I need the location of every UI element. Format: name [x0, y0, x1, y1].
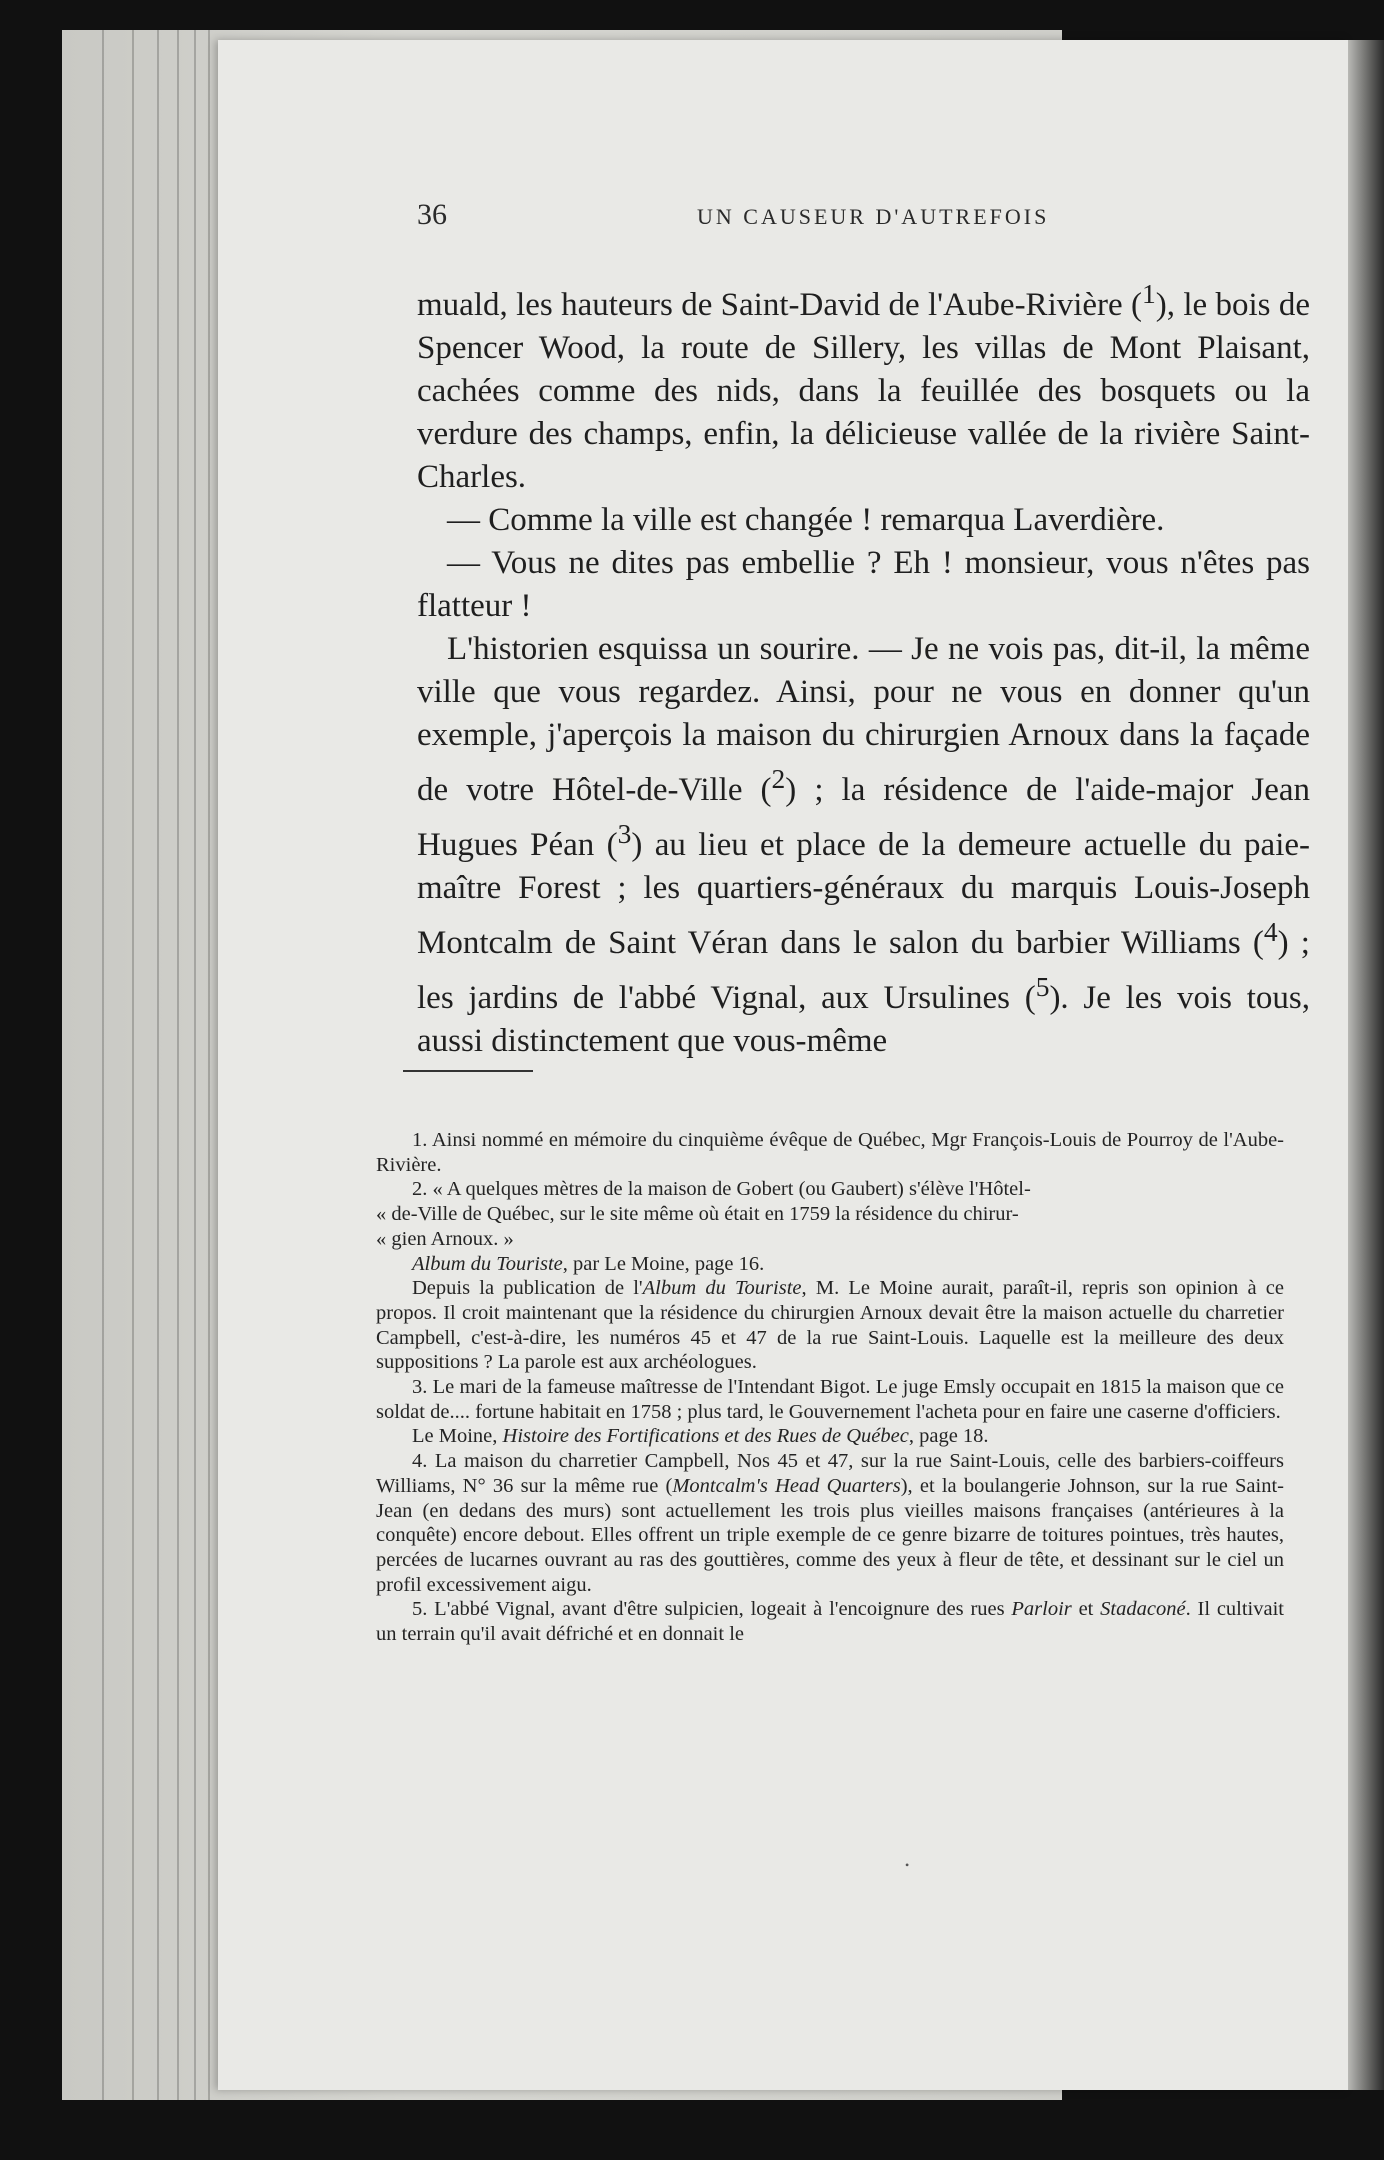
paragraph: — Vous ne dites pas embellie ? Eh ! monsieur, vous n'êtes pas flatteur ! — [417, 545, 1310, 624]
text-run: ), et la boulangerie Johnson, sur la rue Saint-Jean (en dedans des murs) sont actuellement les trois plus vieilles maisons françaises (antérieures à la conquête) encore debout. Elles offrent un triple exemple de ce genre bizarre de toitures pointues, très hautes, percées de lucarnes ouvrant au ras des gouttières, comme des yeux à fleur de tête, et dessinant sur le ciel un profil excessivement aigu. — [376, 1474, 1284, 1596]
page-edge-line — [177, 30, 179, 2100]
footnote-ref: 2 — [771, 763, 786, 794]
footnote-3: 3. Le mari de la fameuse maîtresse de l'Intendant Bigot. Le juge Emsly occupait en 1815 la maison que ce soldat de.... fortune habitait en 1758 ; plus tard, le Gouvernement l'acheta pour en faire une caserne d'officiers. — [376, 1376, 1284, 1423]
footnote-ref: 5 — [1035, 971, 1050, 1002]
footnote-1: 1. Ainsi nommé en mémoire du cinquième évêque de Québec, Mgr François-Louis de Pourroy de l'Aube-Rivière. — [376, 1129, 1284, 1176]
page-edge-line — [157, 30, 159, 2100]
text-run: muald, les hauteurs de Saint-David de l'Aube-Rivière ( — [417, 287, 1143, 323]
paragraph: — Comme la ville est changée ! remarqua Laverdière. — [447, 502, 1165, 538]
running-head — [417, 198, 1300, 238]
page-edge-line — [132, 30, 134, 2100]
book-title: Album du Touriste — [412, 1252, 563, 1275]
text-run: L'historien esquissa un sourire. — Je ne vois pas, dit-il, la même ville que vous regardez. Ainsi, pour ne vous en donner qu'un exemple, j'aperçois la maison du chirurgien Arnoux dans la façade de votre Hôtel-de-Ville ( — [417, 631, 1310, 808]
street-name: Stadaconé — [1100, 1598, 1186, 1621]
book-title: Histoire des Fortifications et des Rues de Québec — [502, 1425, 909, 1448]
text-run: Le Moine, — [412, 1425, 503, 1448]
footnotes — [376, 1128, 1284, 1647]
footnote-2-source — [376, 1252, 1284, 1277]
text-run: 5. L'abbé Vignal, avant d'être sulpicien, logeait à l'encoignure des rues — [412, 1598, 1012, 1621]
book-title: Montcalm's Head Quarters — [672, 1474, 901, 1497]
page-number: 36 — [417, 198, 447, 231]
book-title: Album du Touriste — [642, 1277, 802, 1300]
footnote-ref: 3 — [617, 818, 632, 849]
street-name: Parloir — [1011, 1598, 1072, 1621]
text-run: 4. La maison du charretier Campbell, Nos 45 et 47, sur la rue Saint-Louis, celle des barbiers-coiffeurs Williams, N° 36 sur la même rue ( — [376, 1450, 1284, 1497]
footnote-ref: 1 — [1142, 278, 1156, 309]
text-run: . Il cultivait un terrain qu'il avait défriché et en donnait le — [376, 1598, 1284, 1646]
text-run: ), le bois de Spencer Wood, la route de Sillery, les villas de Mont Plaisant, cachées comme des nids, dans la feuillée des bosquets ou la verdure des champs, enfin, la délicieuse vallée de la rivière Saint-Charles. — [417, 287, 1311, 495]
footnote-4 — [376, 1449, 1284, 1597]
page-edge-line — [208, 30, 210, 2100]
text-run: et — [1071, 1598, 1101, 1621]
page-edge-line — [102, 30, 104, 2100]
text-run: Depuis la publication de l' — [412, 1277, 643, 1300]
footnote-5 — [376, 1597, 1284, 1646]
text-run: , M. Le Moine aurait, paraît-il, repris son opinion à ce propos. Il croit maintenant que la résidence du chirurgien Arnoux devait être la maison actuelle du charretier Campbell, c'est-à-dire, les numéros 45 et 47 de la rue Saint-Louis. Laquelle est la meilleure des deux suppositions ? La parole est aux archéologues. — [376, 1277, 1284, 1374]
page-right-shadow — [1348, 40, 1384, 2090]
text-run: , par Le Moine, page 16. — [562, 1252, 765, 1275]
footnote-2-line: « de-Ville de Québec, sur le site même où était en 1759 la résidence du chirur- — [376, 1203, 1019, 1226]
paragraph — [417, 628, 1310, 1063]
text-run: ) ; les jardins de l'abbé Vignal, aux Ursulines ( — [417, 925, 1310, 1016]
main-text — [417, 272, 1310, 1063]
paragraph — [417, 272, 1310, 499]
page-edge-line — [194, 30, 196, 2100]
text-run: ) au lieu et place de la demeure actuelle du paie-maître Forest ; les quartiers-généraux du marquis Louis-Joseph Montcalm de Saint Véran dans le salon du barbier Williams ( — [417, 827, 1310, 961]
footnote-2-line: 2. « A quelques mètres de la maison de Gobert (ou Gaubert) s'élève l'Hôtel- — [412, 1178, 1031, 1201]
footnote-2-line: « gien Arnoux. » — [376, 1227, 514, 1250]
footnote-ref: 4 — [1263, 916, 1278, 947]
footnote-3-source — [376, 1424, 1284, 1449]
text-run: ). Je les vois tous, aussi distinctement que vous-même — [417, 980, 1310, 1059]
footnote-2-note — [376, 1276, 1284, 1375]
running-title: UN CAUSEUR D'AUTREFOIS — [697, 204, 1050, 229]
footnote-divider — [403, 1070, 533, 1072]
print-speck: • — [905, 1858, 910, 1872]
text-run: , page 18. — [908, 1425, 989, 1448]
text-run: ) ; la résidence de l'aide-major Jean Hugues Péan ( — [417, 772, 1310, 863]
